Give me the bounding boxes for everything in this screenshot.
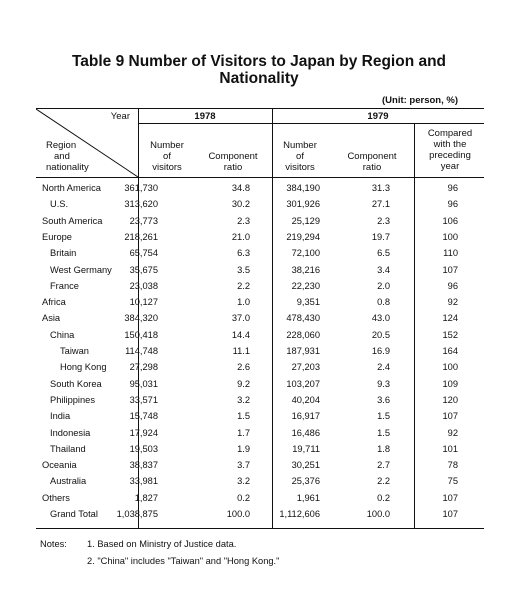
row-name: China bbox=[50, 329, 75, 340]
row-name: U.S. bbox=[50, 199, 69, 210]
row-name: Asia bbox=[42, 313, 61, 324]
cell-visitors-1979: 103,207 bbox=[286, 378, 320, 389]
cell-compared: 164 bbox=[442, 346, 458, 356]
cell-visitors-1978: 1,038,875 bbox=[116, 509, 158, 519]
cell-compared: 100 bbox=[442, 362, 458, 373]
cell-visitors-1978: 19,503 bbox=[129, 443, 158, 454]
cell-ratio-1979: 31.3 bbox=[371, 183, 390, 193]
header-year: Year bbox=[110, 111, 130, 122]
cell-visitors-1978: 1,827 bbox=[134, 492, 158, 503]
cell-ratio-1978: 1.9 bbox=[237, 443, 250, 454]
cell-ratio-1978: 37.0 bbox=[231, 313, 250, 324]
cell-visitors-1979: 19,711 bbox=[292, 443, 320, 454]
table-row bbox=[36, 507, 484, 523]
cell-ratio-1978: 30.2 bbox=[231, 199, 250, 210]
cell-visitors-1978: 38,837 bbox=[129, 460, 158, 471]
cell-compared: 96 bbox=[447, 183, 458, 193]
note-1: 1. Based on Ministry of Justice data. bbox=[87, 539, 237, 549]
table-row bbox=[36, 181, 484, 197]
cell-visitors-1979: 40,204 bbox=[291, 394, 320, 405]
cell-visitors-1979: 219,294 bbox=[286, 231, 320, 242]
cell-ratio-1979: 0.8 bbox=[377, 297, 390, 308]
cell-ratio-1978: 11.1 bbox=[232, 346, 250, 356]
cell-visitors-1979: 16,486 bbox=[291, 427, 320, 438]
cell-ratio-1978: 2.2 bbox=[237, 280, 250, 291]
header-component-ratio-1978: Component ratio bbox=[208, 151, 258, 173]
row-name: South America bbox=[42, 215, 103, 226]
cell-ratio-1979: 6.5 bbox=[377, 248, 390, 259]
table-row bbox=[36, 197, 484, 213]
header-1978: 1978 bbox=[194, 111, 216, 122]
cell-ratio-1979: 100.0 bbox=[366, 509, 390, 519]
cell-ratio-1978: 0.2 bbox=[237, 492, 250, 503]
cell-visitors-1978: 95,031 bbox=[129, 378, 158, 389]
cell-compared: 107 bbox=[442, 411, 458, 422]
cell-compared: 107 bbox=[442, 264, 458, 275]
cell-visitors-1979: 478,430 bbox=[286, 313, 320, 324]
cell-ratio-1978: 14.4 bbox=[231, 329, 250, 340]
table-title-line1: Table 9 Number of Visitors to Japan by Region and bbox=[71, 53, 447, 70]
table-row bbox=[36, 360, 484, 376]
cell-ratio-1979: 3.6 bbox=[377, 394, 390, 405]
cell-ratio-1978: 34.8 bbox=[231, 183, 250, 193]
table-row bbox=[36, 344, 484, 360]
cell-compared: 110 bbox=[443, 248, 458, 259]
row-name: South Korea bbox=[50, 378, 102, 389]
cell-ratio-1979: 2.4 bbox=[377, 362, 390, 373]
table-row bbox=[36, 409, 484, 425]
cell-compared: 96 bbox=[447, 280, 458, 291]
cell-ratio-1979: 1.5 bbox=[377, 427, 390, 438]
row-name: Oceania bbox=[42, 460, 77, 471]
row-name: Hong Kong bbox=[60, 362, 107, 373]
table-title-line2: Nationality bbox=[219, 70, 299, 87]
cell-ratio-1979: 19.7 bbox=[371, 231, 390, 242]
row-name: North America bbox=[42, 183, 101, 193]
notes-label: Notes: bbox=[40, 539, 67, 549]
cell-compared: 106 bbox=[442, 215, 458, 226]
table-row bbox=[36, 377, 484, 393]
row-name: Grand Total bbox=[50, 509, 98, 519]
row-name: Indonesia bbox=[50, 427, 91, 438]
cell-ratio-1978: 1.7 bbox=[237, 427, 250, 438]
cell-ratio-1978: 1.5 bbox=[237, 411, 250, 422]
cell-ratio-1978: 6.3 bbox=[237, 248, 250, 259]
cell-visitors-1978: 27,298 bbox=[129, 362, 158, 373]
cell-visitors-1978: 23,773 bbox=[129, 215, 158, 226]
cell-ratio-1979: 2.2 bbox=[377, 476, 390, 487]
cell-ratio-1979: 2.3 bbox=[377, 215, 390, 226]
cell-visitors-1979: 1,112,606 bbox=[279, 509, 320, 519]
table-row bbox=[36, 442, 484, 458]
cell-ratio-1979: 1.5 bbox=[377, 411, 390, 422]
table-row bbox=[36, 474, 484, 490]
cell-visitors-1978: 10,127 bbox=[129, 297, 158, 308]
header-number-visitors-1978: Number of visitors bbox=[150, 140, 184, 173]
cell-compared: 92 bbox=[447, 427, 458, 438]
table-bottom-rule bbox=[36, 528, 484, 529]
cell-visitors-1978: 150,418 bbox=[124, 329, 158, 340]
table-row bbox=[36, 311, 484, 327]
cell-ratio-1979: 1.8 bbox=[377, 443, 390, 454]
cell-visitors-1979: 16,917 bbox=[291, 411, 320, 422]
row-name: Thailand bbox=[50, 443, 86, 454]
table-row bbox=[36, 393, 484, 409]
cell-visitors-1979: 22,230 bbox=[291, 280, 320, 291]
header-1979: 1979 bbox=[367, 111, 389, 122]
row-name: Europe bbox=[42, 231, 72, 242]
cell-compared: 120 bbox=[442, 394, 458, 405]
row-name: Taiwan bbox=[60, 346, 89, 356]
row-name: Africa bbox=[42, 297, 66, 308]
cell-visitors-1979: 38,216 bbox=[291, 264, 320, 275]
cell-compared: 109 bbox=[442, 378, 458, 389]
cell-visitors-1978: 313,620 bbox=[124, 199, 158, 210]
cell-compared: 75 bbox=[447, 476, 458, 487]
cell-compared: 78 bbox=[447, 460, 458, 471]
table-row bbox=[36, 214, 484, 230]
cell-visitors-1979: 384,190 bbox=[286, 183, 320, 193]
cell-visitors-1978: 17,924 bbox=[129, 427, 158, 438]
table-row bbox=[36, 230, 484, 246]
cell-ratio-1978: 3.7 bbox=[237, 460, 250, 471]
header-bottom-rule bbox=[36, 177, 484, 178]
cell-visitors-1978: 35,675 bbox=[129, 264, 158, 275]
table-row bbox=[36, 458, 484, 474]
cell-visitors-1978: 23,038 bbox=[129, 280, 158, 291]
cell-ratio-1978: 3.2 bbox=[237, 394, 250, 405]
row-name: France bbox=[50, 280, 79, 291]
cell-ratio-1978: 9.2 bbox=[237, 378, 250, 389]
cell-visitors-1979: 30,251 bbox=[291, 460, 320, 471]
row-name: Britain bbox=[50, 248, 77, 259]
cell-ratio-1979: 0.2 bbox=[377, 492, 390, 503]
cell-visitors-1979: 1,961 bbox=[296, 492, 320, 503]
cell-ratio-1979: 43.0 bbox=[371, 313, 390, 324]
row-name: India bbox=[50, 411, 71, 422]
row-name: Philippines bbox=[50, 394, 95, 405]
cell-visitors-1978: 384,320 bbox=[124, 313, 158, 324]
table-row bbox=[36, 426, 484, 442]
cell-visitors-1978: 15,748 bbox=[129, 411, 158, 422]
cell-visitors-1978: 114,748 bbox=[125, 346, 158, 356]
cell-compared: 107 bbox=[442, 492, 458, 503]
cell-visitors-1978: 33,981 bbox=[129, 476, 158, 487]
cell-ratio-1979: 2.0 bbox=[377, 280, 390, 291]
row-name: Australia bbox=[50, 476, 87, 487]
cell-visitors-1978: 65,754 bbox=[129, 248, 158, 259]
cell-ratio-1978: 100.0 bbox=[226, 509, 250, 519]
cell-visitors-1979: 72,100 bbox=[291, 248, 320, 259]
cell-visitors-1979: 228,060 bbox=[286, 329, 320, 340]
cell-visitors-1978: 33,571 bbox=[129, 394, 158, 405]
table-row bbox=[36, 263, 484, 279]
table-row bbox=[36, 246, 484, 262]
cell-ratio-1978: 2.3 bbox=[237, 215, 250, 226]
header-region: Region and nationality bbox=[46, 140, 89, 173]
header-number-visitors-1979: Number of visitors bbox=[283, 140, 317, 173]
cell-ratio-1978: 1.0 bbox=[237, 297, 250, 308]
note-2: 2. "China" includes "Taiwan" and "Hong Kong." bbox=[87, 556, 280, 566]
cell-ratio-1978: 21.0 bbox=[231, 231, 250, 242]
cell-visitors-1979: 301,926 bbox=[286, 199, 320, 210]
cell-ratio-1979: 20.5 bbox=[371, 329, 390, 340]
cell-compared: 100 bbox=[442, 231, 458, 242]
cell-compared: 124 bbox=[442, 313, 458, 324]
cell-visitors-1979: 25,376 bbox=[291, 476, 320, 487]
cell-ratio-1979: 3.4 bbox=[377, 264, 390, 275]
cell-compared: 96 bbox=[447, 199, 458, 210]
table-row bbox=[36, 491, 484, 507]
cell-compared: 152 bbox=[442, 329, 458, 340]
cell-ratio-1979: 16.9 bbox=[371, 346, 390, 356]
cell-visitors-1978: 361,730 bbox=[124, 183, 158, 193]
cell-ratio-1978: 2.6 bbox=[237, 362, 250, 373]
cell-ratio-1979: 9.3 bbox=[377, 378, 390, 389]
cell-visitors-1978: 218,261 bbox=[124, 231, 158, 242]
table-row bbox=[36, 295, 484, 311]
row-name: West Germany bbox=[50, 264, 112, 275]
table-row bbox=[36, 279, 484, 295]
cell-ratio-1978: 3.2 bbox=[237, 476, 250, 487]
cell-visitors-1979: 9,351 bbox=[296, 297, 320, 308]
header-component-ratio-1979: Component ratio bbox=[347, 151, 397, 173]
table-row bbox=[36, 328, 484, 344]
unit-note: (Unit: person, %) bbox=[382, 95, 458, 106]
cell-compared: 107 bbox=[442, 509, 458, 519]
row-name: Others bbox=[42, 492, 70, 503]
cell-compared: 101 bbox=[442, 443, 458, 454]
cell-visitors-1979: 187,931 bbox=[286, 346, 320, 356]
cell-ratio-1979: 27.1 bbox=[371, 199, 390, 210]
header-compared-preceding-year: Compared with the preceding year bbox=[427, 128, 473, 172]
cell-ratio-1979: 2.7 bbox=[377, 460, 390, 471]
cell-ratio-1978: 3.5 bbox=[237, 264, 250, 275]
cell-visitors-1979: 25,129 bbox=[291, 215, 320, 226]
cell-compared: 92 bbox=[447, 297, 458, 308]
cell-visitors-1979: 27,203 bbox=[291, 362, 320, 373]
year-header-rule bbox=[138, 123, 484, 124]
